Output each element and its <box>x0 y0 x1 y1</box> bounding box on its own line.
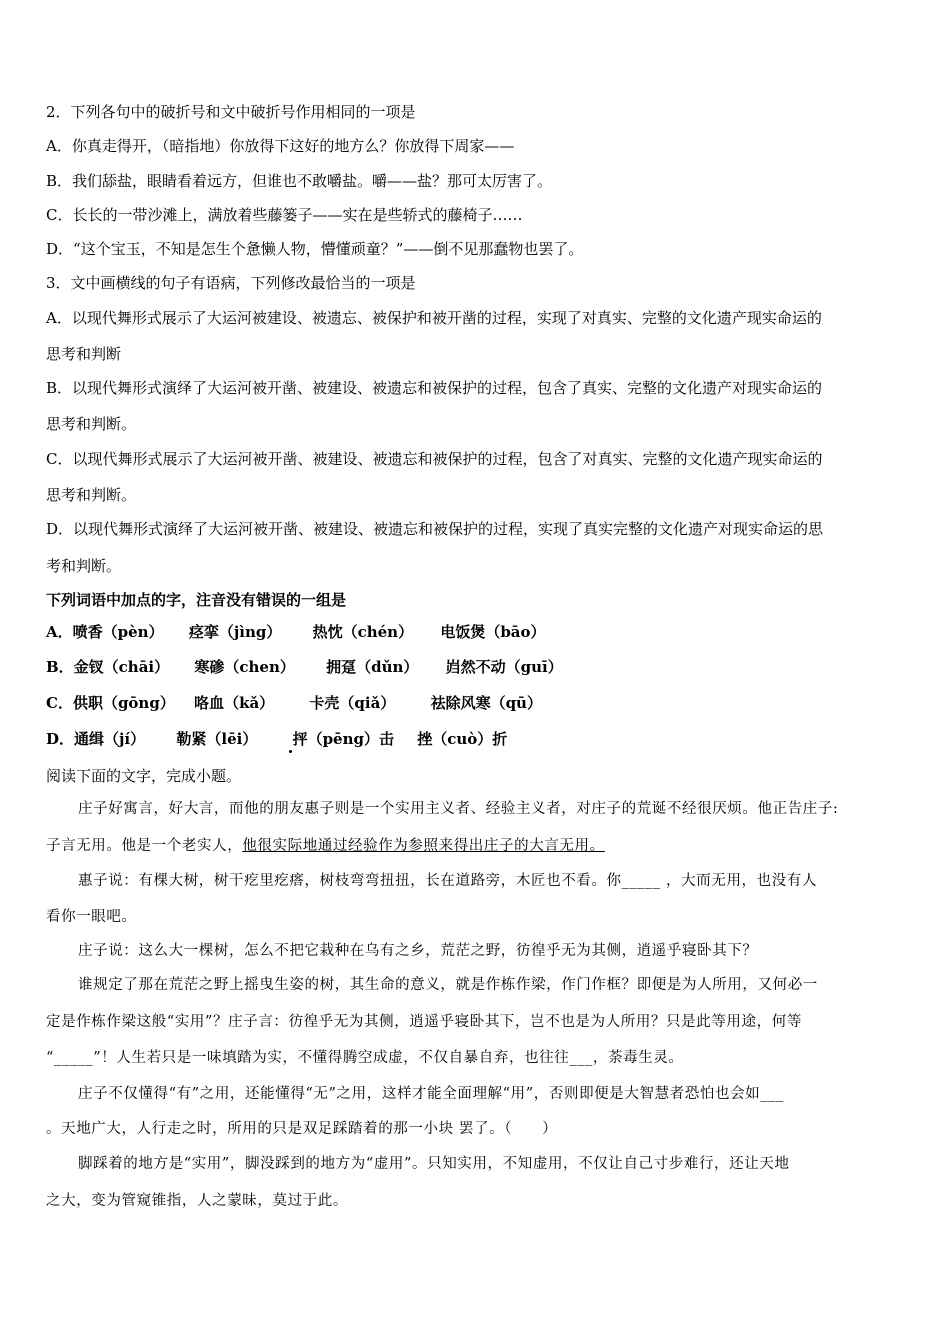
q4-c-item2: 咯血（kǎ） <box>194 694 275 712</box>
passage-p6-line1: 脚踩着的地方是“实用”，脚没踩到的地方为“虚用”。只知实用，不知虚用，不仅让自己寸步难行，还让天地 <box>78 1156 790 1172</box>
q3-option-d-line1: D．以现代舞形式演绎了大运河被开凿、被建设、被遗忘和被保护的过程，实现了真实完整的文化遗产对现实命运的思 <box>46 520 824 538</box>
passage-p2-line2: 看你一眼吧。 <box>46 909 137 925</box>
q2-option-d: D．“这个宝玉，不知是怎生个惫懒人物，懵懂顽童？”——倒不见那蠢物也罢了。 <box>46 240 584 258</box>
passage-p1-line2-text: 子言无用。他是一个老实人， <box>46 838 243 854</box>
reading-intro: 阅读下面的文字，完成小题。 <box>46 767 242 785</box>
q4-option-c <box>46 693 542 713</box>
q4-d-item1: D．通缉（jí） <box>46 730 146 748</box>
q4-a-item2: 痉挛（jìng） <box>188 623 282 641</box>
q4-d-item4: 挫（cuò）折 <box>417 730 508 748</box>
q4-a-item3: 热忱（chén） <box>312 623 414 641</box>
passage-p5-line2: 。天地广大，人行走之时，所用的只是双足踩踏着的那一小块 罢了。（ ） <box>46 1121 558 1137</box>
q2-option-a: A．你真走得开，（暗指地）你放得下这好的地方么？你放得下周家—— <box>46 137 515 155</box>
q4-c-item3: 卡壳（qiǎ） <box>309 694 396 712</box>
q4-option-d <box>46 729 507 749</box>
q4-b-item4: 岿然不动（guī） <box>445 658 563 676</box>
underlined-sentence: 他很实际地通过经验作为参照来得出庄子的大言无用。 <box>242 838 605 854</box>
q3-option-a-line2: 思考和判断 <box>46 345 122 363</box>
passage-p4-line1: 谁规定了那在荒茫之野上摇曳生姿的树，其生命的意义，就是作栋作梁，作门作框？即便是为人所用，又何必一 <box>78 977 818 993</box>
passage-p4-line2: 定是作栋作梁这般“实用”？庄子言：彷徨乎无为其侧，逍遥乎寝卧其下，岂不也是为人所用？只是此等用途，何等 <box>46 1014 802 1030</box>
q2-stem: 2．下列各句中的破折号和文中破折号作用相同的一项是 <box>46 103 416 121</box>
q4-c-item1: C．供职（gōng） <box>46 694 175 712</box>
q3-option-c-line1: C．以现代舞形式展示了大运河被开凿、被建设、被遗忘和被保护的过程，包含了对真实、完整的文化遗产现实命运的 <box>46 450 823 468</box>
q2-option-b: B．我们舔盐，眼睛看着远方，但谁也不敢嚼盐。嚼——盐？那可太厉害了。 <box>46 172 553 190</box>
q3-stem: 3．文中画横线的句子有语病，下列修改最恰当的一项是 <box>46 274 416 292</box>
passage-p6-line2: 之大，变为管窥锥指，人之蒙昧，莫过于此。 <box>46 1193 348 1209</box>
q3-option-d-line2: 考和判断。 <box>46 557 122 575</box>
q4-a-item4: 电饭煲（bāo） <box>440 623 546 641</box>
q2-option-c: C．长长的一带沙滩上，满放着些藤篓子——实在是些轿式的藤椅子…… <box>46 206 523 224</box>
passage-p5-line1: 庄子不仅懂得“有”之用，还能懂得“无”之用，这样才能全面理解“用”，否则即便是大智慧者恐怕也会如___ <box>78 1086 784 1102</box>
q3-option-a-line1: A．以现代舞形式展示了大运河被建设、被遗忘、被保护和被开凿的过程，实现了对真实、完整的文化遗产现实命运的 <box>46 309 822 327</box>
q4-b-item3: 拥趸（dǔn） <box>326 658 419 676</box>
q4-option-a <box>46 622 546 642</box>
q4-stem: 下列词语中加点的字，注音没有错误的一组是 <box>46 591 347 609</box>
q4-d-item2: 勒紧（lēi） <box>176 730 258 748</box>
q4-b-item1: B．金钗（chāi） <box>46 658 170 676</box>
q3-option-c-line2: 思考和判断。 <box>46 486 137 504</box>
passage-p3: 庄子说：这么大一棵树，怎么不把它栽种在乌有之乡，荒茫之野，彷徨乎无为其侧，逍遥乎寝卧其下？ <box>78 943 758 959</box>
passage-p4-line3: “_____”！人生若只是一味填踏为实，不懂得腾空成虚，不仅自暴自弃，也往往___，荼毒生灵。 <box>46 1050 684 1066</box>
q3-option-b-line2: 思考和判断。 <box>46 415 137 433</box>
q4-b-item2: 寒碜（chen） <box>194 658 295 676</box>
q4-d-item3: 抨（pēng）击 <box>292 730 394 748</box>
passage-p2-line1: 惠子说：有棵大树，树干疙里疙瘩，树枝弯弯扭扭，长在道路旁，木匠也不看。你_____ ，大而无用，也没有人 <box>78 873 818 889</box>
q4-a-item1: A．喷香（pèn） <box>46 623 164 641</box>
q4-option-b <box>46 657 563 677</box>
q3-option-b-line1: B．以现代舞形式演绎了大运河被开凿、被建设、被遗忘和被保护的过程，包含了真实、完整的文化遗产对现实命运的 <box>46 379 823 397</box>
q4-c-item4: 祛除风寒（qū） <box>430 694 542 712</box>
passage-p1-line2 <box>46 836 605 856</box>
passage-p1-line1: 庄子好寓言，好大言，而他的朋友惠子则是一个实用主义者、经验主义者，对庄子的荒诞不经很厌烦。他正告庄子: <box>78 801 839 817</box>
